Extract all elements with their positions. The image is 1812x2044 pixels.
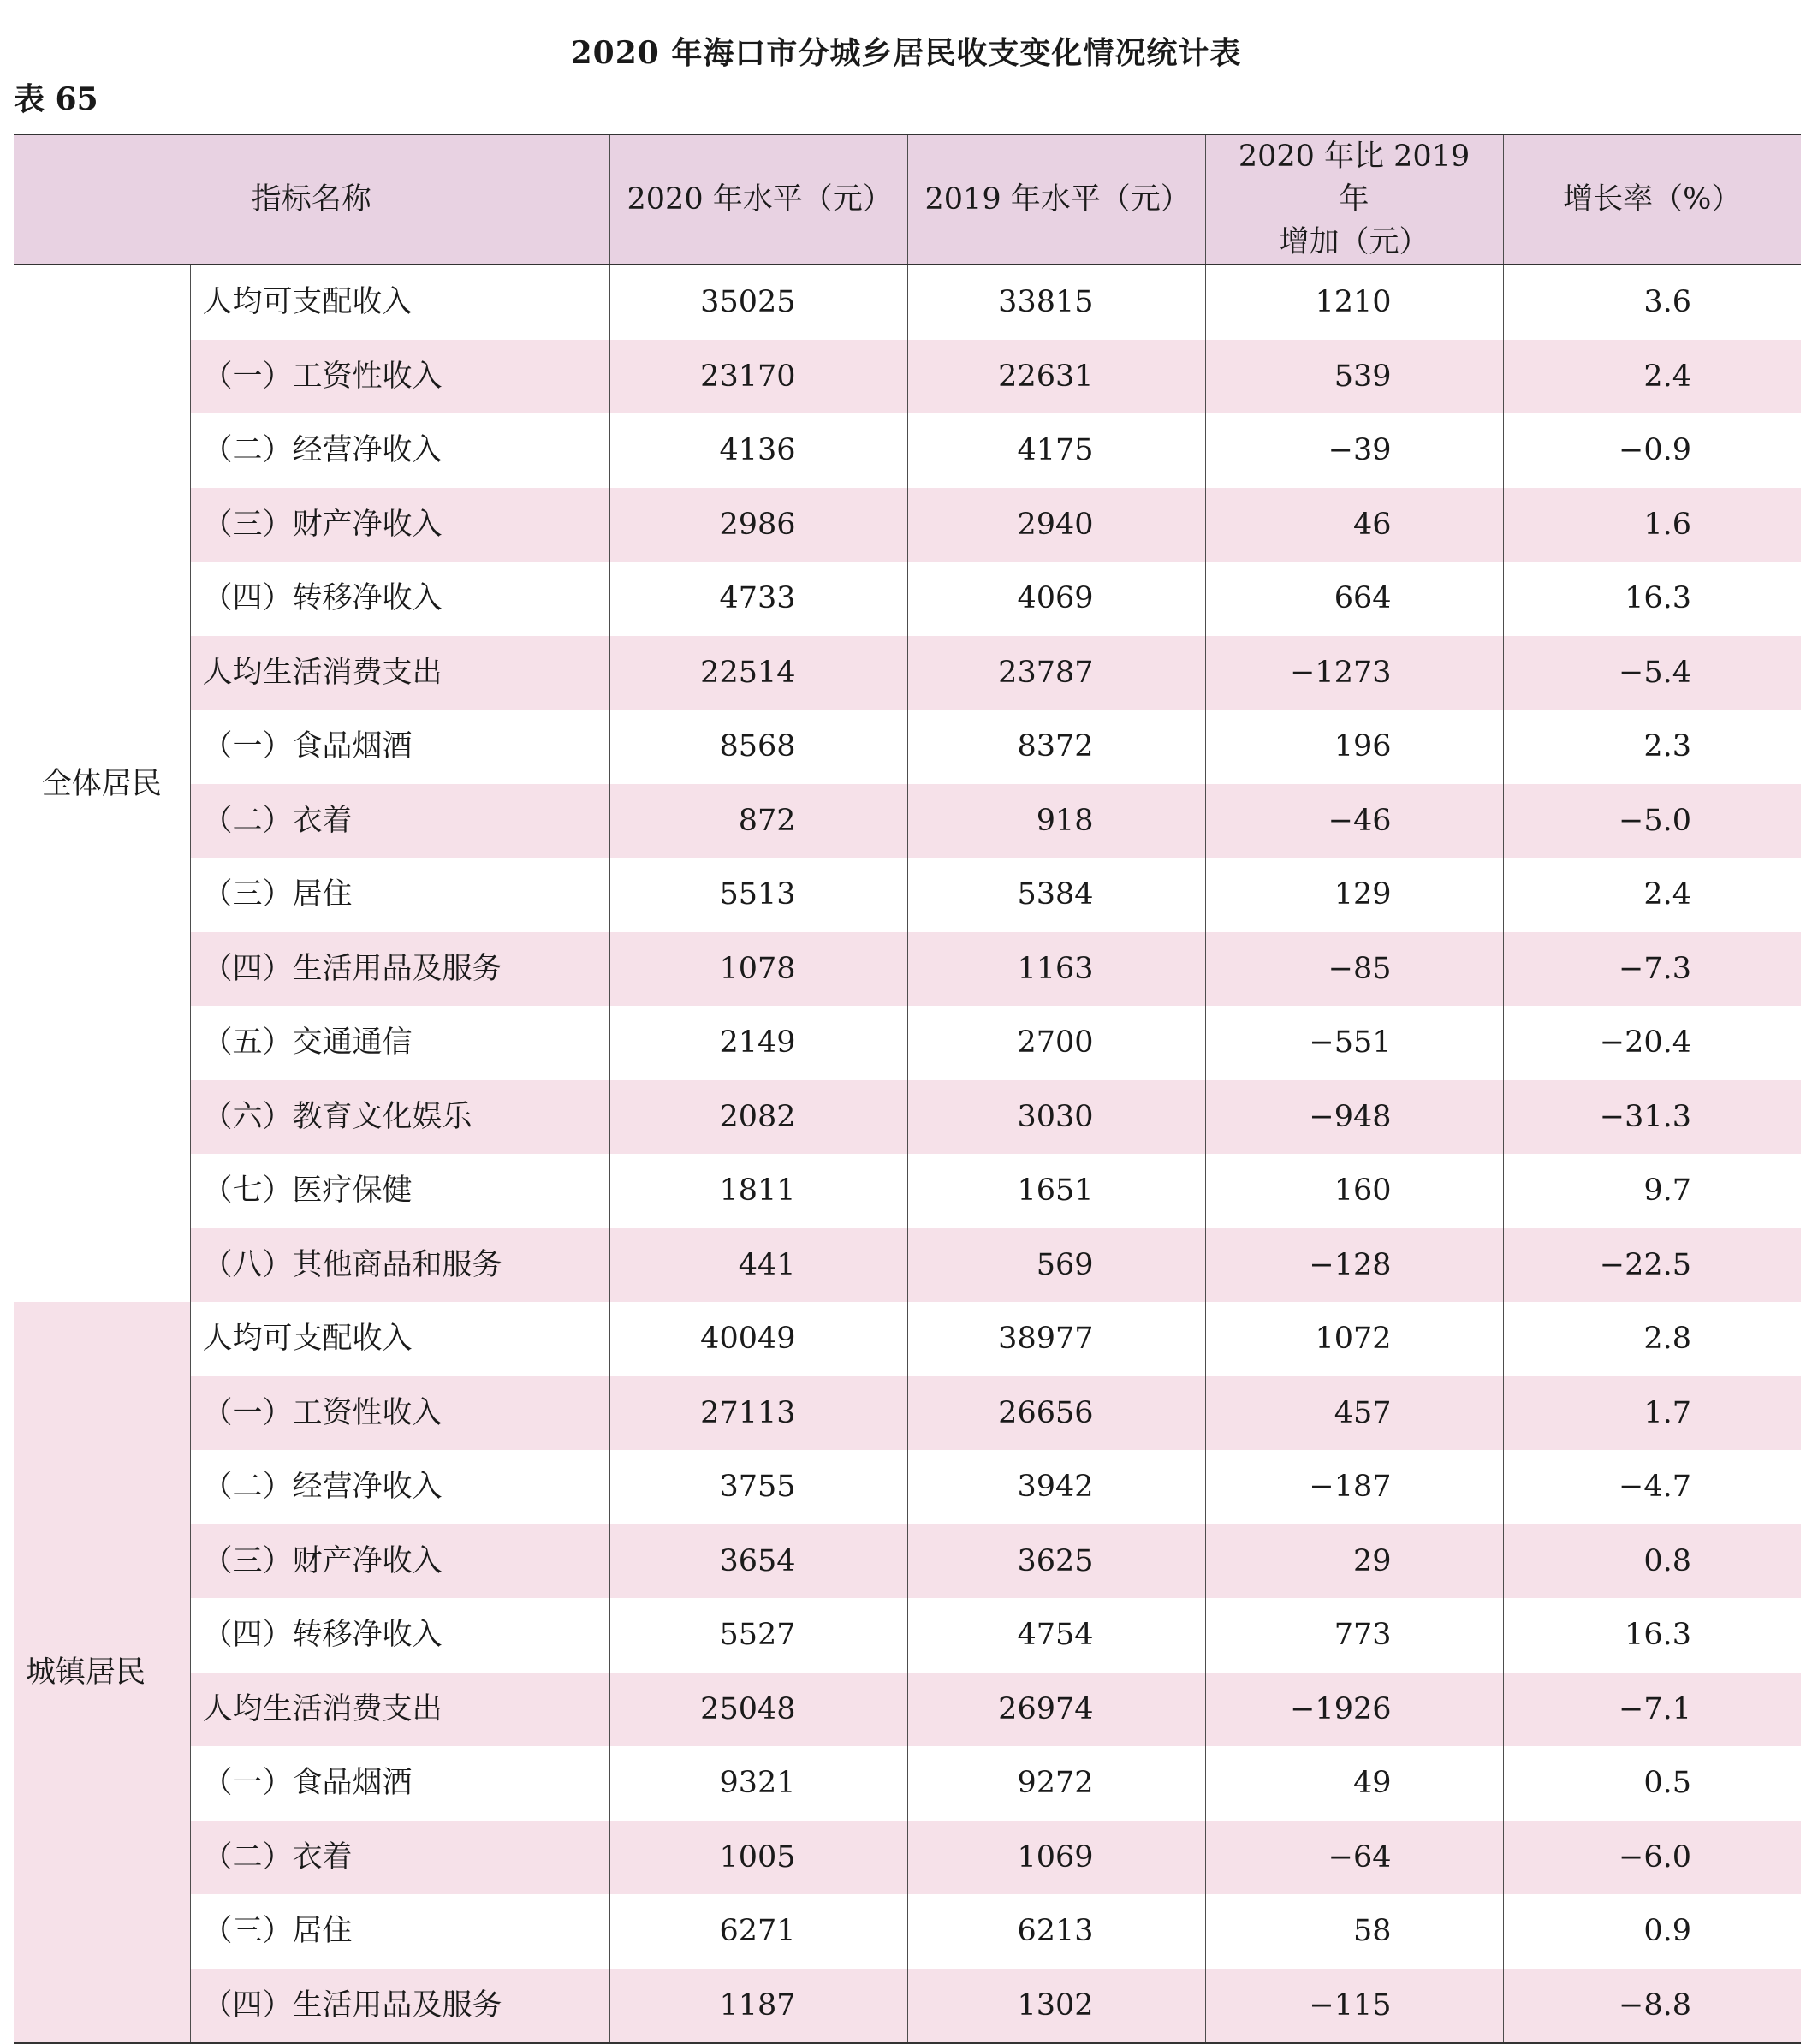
increase-cell: 58 xyxy=(1205,1894,1503,1969)
increase-cell: −46 xyxy=(1205,784,1503,859)
increase-cell: −115 xyxy=(1205,1969,1503,2044)
growth-rate-cell: −5.0 xyxy=(1503,784,1801,859)
growth-rate-cell: −22.5 xyxy=(1503,1228,1801,1303)
value-2020-cell: 22514 xyxy=(609,636,907,710)
indicator-name-cell: （一）食品烟酒 xyxy=(190,1746,609,1821)
value-2020-cell: 2082 xyxy=(609,1080,907,1155)
value-2019-cell: 1302 xyxy=(907,1969,1205,2044)
growth-rate-cell: −31.3 xyxy=(1503,1080,1801,1155)
indicator-name-cell: （二）经营净收入 xyxy=(190,413,609,488)
header-indicator-name: 指标名称 xyxy=(14,134,609,264)
indicator-name-cell: （三）财产净收入 xyxy=(190,1524,609,1599)
indicator-name-cell: （四）生活用品及服务 xyxy=(190,1969,609,2044)
value-2020-cell: 5513 xyxy=(609,858,907,932)
table-row xyxy=(14,1598,1801,1673)
value-2019-cell: 6213 xyxy=(907,1894,1205,1969)
increase-cell: 773 xyxy=(1205,1598,1503,1673)
value-2020-cell: 27113 xyxy=(609,1376,907,1451)
indicator-name-cell: （四）转移净收入 xyxy=(190,1598,609,1673)
indicator-name-cell: （三）居住 xyxy=(190,1894,609,1969)
increase-cell: −948 xyxy=(1205,1080,1503,1155)
growth-rate-cell: 0.9 xyxy=(1503,1894,1801,1969)
value-2019-cell: 918 xyxy=(907,784,1205,859)
table-row xyxy=(14,1006,1801,1080)
table-row xyxy=(14,1080,1801,1155)
value-2019-cell: 1069 xyxy=(907,1821,1205,1895)
indicator-name-cell: （六）教育文化娱乐 xyxy=(190,1080,609,1155)
value-2019-cell: 9272 xyxy=(907,1746,1205,1821)
growth-rate-cell: 9.7 xyxy=(1503,1154,1801,1228)
table-row xyxy=(14,636,1801,710)
header-2019-level: 2019 年水平（元） xyxy=(907,134,1205,264)
table-title: 2020 年海口市分城乡居民收支变化情况统计表 xyxy=(570,35,1242,71)
growth-rate-cell: 2.3 xyxy=(1503,710,1801,784)
value-2019-cell: 8372 xyxy=(907,710,1205,784)
indicator-name-cell: （七）医疗保健 xyxy=(190,1154,609,1228)
value-2020-cell: 35025 xyxy=(609,264,907,340)
value-2020-cell: 2986 xyxy=(609,488,907,562)
table-row xyxy=(14,1673,1801,1747)
increase-cell: −85 xyxy=(1205,932,1503,1007)
table-row xyxy=(14,1228,1801,1303)
table-row xyxy=(14,1746,1801,1821)
increase-cell: 29 xyxy=(1205,1524,1503,1599)
growth-rate-cell: 2.8 xyxy=(1503,1302,1801,1376)
value-2019-cell: 38977 xyxy=(907,1302,1205,1376)
indicator-name-cell: （四）转移净收入 xyxy=(190,562,609,636)
value-2020-cell: 1187 xyxy=(609,1969,907,2044)
header-growth-rate: 增长率（%） xyxy=(1503,134,1801,264)
value-2019-cell: 26656 xyxy=(907,1376,1205,1451)
growth-rate-cell: −20.4 xyxy=(1503,1006,1801,1080)
increase-cell: 49 xyxy=(1205,1746,1503,1821)
indicator-name-cell: （一）食品烟酒 xyxy=(190,710,609,784)
increase-cell: −128 xyxy=(1205,1228,1503,1303)
value-2020-cell: 4136 xyxy=(609,413,907,488)
table-body xyxy=(14,264,1801,2043)
value-2019-cell: 5384 xyxy=(907,858,1205,932)
increase-cell: −39 xyxy=(1205,413,1503,488)
indicator-name-cell: （三）财产净收入 xyxy=(190,488,609,562)
value-2019-cell: 3030 xyxy=(907,1080,1205,1155)
growth-rate-cell: −7.3 xyxy=(1503,932,1801,1007)
value-2019-cell: 2940 xyxy=(907,488,1205,562)
increase-cell: 664 xyxy=(1205,562,1503,636)
increase-cell: 46 xyxy=(1205,488,1503,562)
value-2020-cell: 3755 xyxy=(609,1450,907,1524)
value-2019-cell: 3625 xyxy=(907,1524,1205,1599)
growth-rate-cell: 3.6 xyxy=(1503,264,1801,340)
value-2020-cell: 23170 xyxy=(609,340,907,414)
value-2020-cell: 8568 xyxy=(609,710,907,784)
indicator-name-cell: （二）经营净收入 xyxy=(190,1450,609,1524)
value-2019-cell: 33815 xyxy=(907,264,1205,340)
growth-rate-cell: 1.7 xyxy=(1503,1376,1801,1451)
table-row xyxy=(14,340,1801,414)
indicator-name-cell: （二）衣着 xyxy=(190,784,609,859)
growth-rate-cell: 16.3 xyxy=(1503,562,1801,636)
table-row xyxy=(14,784,1801,859)
value-2020-cell: 6271 xyxy=(609,1894,907,1969)
group-label: 城镇居民 xyxy=(14,1302,190,2043)
table-row xyxy=(14,1302,1801,1376)
table-row xyxy=(14,488,1801,562)
increase-cell: 160 xyxy=(1205,1154,1503,1228)
table-row xyxy=(14,1894,1801,1969)
increase-cell: −187 xyxy=(1205,1450,1503,1524)
table-row xyxy=(14,1969,1801,2044)
increase-cell: −1926 xyxy=(1205,1673,1503,1747)
growth-rate-cell: −8.8 xyxy=(1503,1969,1801,2044)
value-2020-cell: 9321 xyxy=(609,1746,907,1821)
increase-cell: −551 xyxy=(1205,1006,1503,1080)
increase-cell: 1072 xyxy=(1205,1302,1503,1376)
table-row xyxy=(14,264,1801,340)
indicator-name-cell: （八）其他商品和服务 xyxy=(190,1228,609,1303)
increase-cell: 196 xyxy=(1205,710,1503,784)
indicator-name-cell: 人均可支配收入 xyxy=(190,264,609,340)
increase-cell: 129 xyxy=(1205,858,1503,932)
growth-rate-cell: 16.3 xyxy=(1503,1598,1801,1673)
increase-cell: 1210 xyxy=(1205,264,1503,340)
value-2019-cell: 3942 xyxy=(907,1450,1205,1524)
indicator-name-cell: 人均生活消费支出 xyxy=(190,636,609,710)
value-2019-cell: 22631 xyxy=(907,340,1205,414)
indicator-name-cell: （四）生活用品及服务 xyxy=(190,932,609,1007)
value-2020-cell: 872 xyxy=(609,784,907,859)
growth-rate-cell: −5.4 xyxy=(1503,636,1801,710)
indicator-name-cell: 人均生活消费支出 xyxy=(190,1673,609,1747)
value-2019-cell: 1651 xyxy=(907,1154,1205,1228)
indicator-name-cell: 人均可支配收入 xyxy=(190,1302,609,1376)
header-2020-level: 2020 年水平（元） xyxy=(609,134,907,264)
growth-rate-cell: −6.0 xyxy=(1503,1821,1801,1895)
increase-cell: −1273 xyxy=(1205,636,1503,710)
value-2020-cell: 5527 xyxy=(609,1598,907,1673)
growth-rate-cell: −7.1 xyxy=(1503,1673,1801,1747)
header-increase xyxy=(1205,134,1503,264)
value-2019-cell: 26974 xyxy=(907,1673,1205,1747)
value-2019-cell: 1163 xyxy=(907,932,1205,1007)
growth-rate-cell: 0.5 xyxy=(1503,1746,1801,1821)
value-2020-cell: 3654 xyxy=(609,1524,907,1599)
growth-rate-cell: 1.6 xyxy=(1503,488,1801,562)
value-2019-cell: 4069 xyxy=(907,562,1205,636)
increase-cell: 457 xyxy=(1205,1376,1503,1451)
table-row xyxy=(14,1450,1801,1524)
growth-rate-cell: −4.7 xyxy=(1503,1450,1801,1524)
value-2019-cell: 569 xyxy=(907,1228,1205,1303)
indicator-name-cell: （三）居住 xyxy=(190,858,609,932)
table-row xyxy=(14,1821,1801,1895)
indicator-name-cell: （一）工资性收入 xyxy=(190,340,609,414)
table-row xyxy=(14,413,1801,488)
table-row xyxy=(14,1376,1801,1451)
value-2020-cell: 1005 xyxy=(609,1821,907,1895)
value-2019-cell: 23787 xyxy=(907,636,1205,710)
table-row xyxy=(14,1524,1801,1599)
group-label: 全体居民 xyxy=(41,766,162,801)
value-2020-cell: 25048 xyxy=(609,1673,907,1747)
indicator-name-cell: （一）工资性收入 xyxy=(190,1376,609,1451)
value-2020-cell: 1811 xyxy=(609,1154,907,1228)
value-2020-cell: 441 xyxy=(609,1228,907,1303)
table-row xyxy=(14,710,1801,784)
header-row xyxy=(14,134,1801,264)
value-2020-cell: 4733 xyxy=(609,562,907,636)
indicator-name-cell: （五）交通通信 xyxy=(190,1006,609,1080)
table-row xyxy=(14,562,1801,636)
header-increase-line2: 增加（元） xyxy=(1279,225,1429,259)
growth-rate-cell: 2.4 xyxy=(1503,858,1801,932)
value-2020-cell: 2149 xyxy=(609,1006,907,1080)
value-2019-cell: 4754 xyxy=(907,1598,1205,1673)
increase-cell: 539 xyxy=(1205,340,1503,414)
growth-rate-cell: 2.4 xyxy=(1503,340,1801,414)
indicator-name-cell: （二）衣着 xyxy=(190,1821,609,1895)
income-expenditure-table xyxy=(14,134,1801,2044)
value-2019-cell: 2700 xyxy=(907,1006,1205,1080)
growth-rate-cell: 0.8 xyxy=(1503,1524,1801,1599)
value-2020-cell: 40049 xyxy=(609,1302,907,1376)
table-row xyxy=(14,932,1801,1007)
header-increase-line1: 2020 年比 2019 年 xyxy=(1238,140,1470,217)
value-2019-cell: 4175 xyxy=(907,413,1205,488)
value-2020-cell: 1078 xyxy=(609,932,907,1007)
table-number: 表 65 xyxy=(14,81,98,117)
increase-cell: −64 xyxy=(1205,1821,1503,1895)
growth-rate-cell: −0.9 xyxy=(1503,413,1801,488)
table-row xyxy=(14,858,1801,932)
table-row xyxy=(14,1154,1801,1228)
